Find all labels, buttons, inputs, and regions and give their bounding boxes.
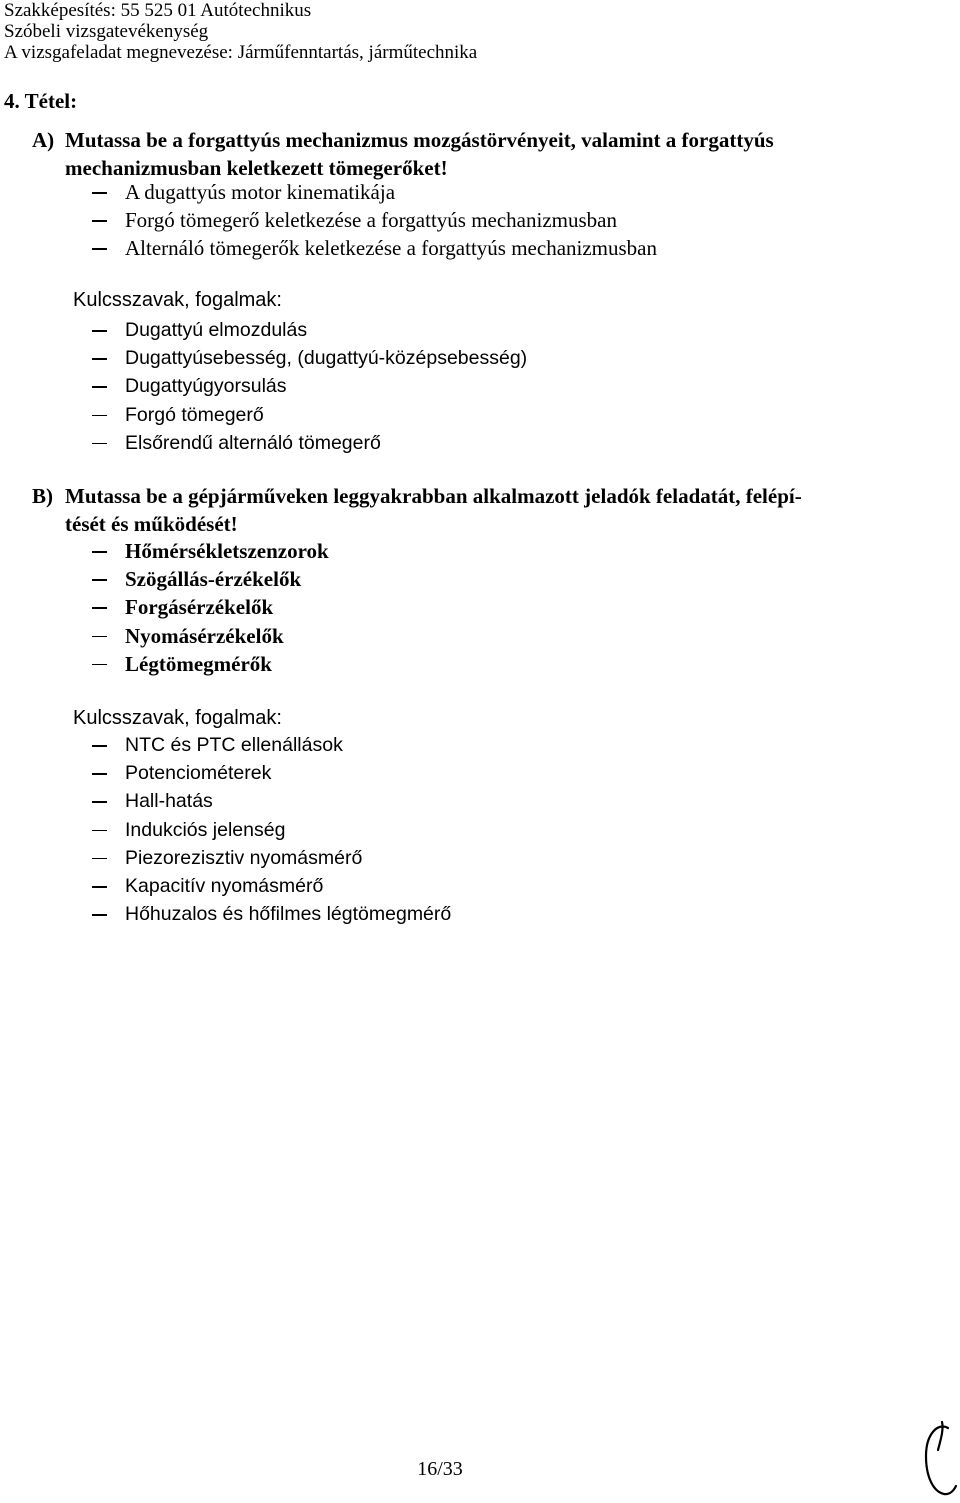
dash-bullet xyxy=(92,443,107,445)
dash-bullet xyxy=(92,330,107,332)
dash-bullet xyxy=(92,579,107,581)
handwritten-signature xyxy=(918,1420,960,1502)
list-item: Piezorezisztiv nyomásmérő xyxy=(92,844,451,872)
item-title: 4. Tétel: xyxy=(4,89,78,113)
dash-bullet xyxy=(92,858,107,860)
section-b-text-line1: Mutassa be a gépjárműveken leggyakrabban alkalmazott jeladók feladatát, felépí- xyxy=(65,484,802,508)
dash-bullet xyxy=(92,636,107,638)
dash-bullet xyxy=(92,745,107,747)
list-item: Forgásérzékelők xyxy=(92,593,329,621)
dash-bullet xyxy=(92,220,107,222)
list-item: Potenciométerek xyxy=(92,759,451,787)
dash-bullet xyxy=(92,773,107,775)
list-item: Indukciós jelenség xyxy=(92,816,451,844)
section-a-text-line2: mechanizmusban keletkezett tömegerőket! xyxy=(65,156,448,180)
section-b-text-line2: tését és működését! xyxy=(65,512,238,536)
section-a-keywords xyxy=(92,316,527,457)
list-item: Forgó tömegerő keletkezése a forgattyús mechanizmusban xyxy=(92,206,657,234)
list-item: Forgó tömegerő xyxy=(92,401,527,429)
list-item: NTC és PTC ellenállások xyxy=(92,731,451,759)
list-item: Kapacitív nyomásmérő xyxy=(92,872,451,900)
dash-bullet xyxy=(92,386,107,388)
document-header xyxy=(4,0,477,63)
dash-bullet xyxy=(92,830,107,832)
section-a-label: A) xyxy=(32,128,55,152)
section-b-topics xyxy=(92,537,329,678)
header-qualification: Szakképesítés: 55 525 01 Autótechnikus xyxy=(4,0,312,21)
list-item: Hőhuzalos és hőfilmes légtömegmérő xyxy=(92,900,451,928)
dash-bullet xyxy=(92,914,107,916)
section-a-question xyxy=(32,126,880,182)
dash-bullet xyxy=(92,551,107,553)
dash-bullet xyxy=(92,248,107,250)
header-task-name: A vizsgafeladat megnevezése: Járműfenntartás, járműtechnika xyxy=(4,42,478,63)
section-b-keywords-label: Kulcsszavak, fogalmak: xyxy=(73,707,282,729)
list-item: Légtömegmérők xyxy=(92,650,329,678)
section-a-topics xyxy=(92,178,657,263)
dash-bullet xyxy=(92,607,107,609)
list-item: Nyomásérzékelők xyxy=(92,622,329,650)
list-item: Hőmérsékletszenzorok xyxy=(92,537,329,565)
section-a-text-line1: Mutassa be a forgattyús mechanizmus mozgástörvényeit, valamint a forgattyús xyxy=(65,128,774,152)
dash-bullet xyxy=(92,358,107,360)
section-b-label: B) xyxy=(32,484,53,508)
dash-bullet xyxy=(92,886,107,888)
dash-bullet xyxy=(92,415,107,417)
section-a-keywords-label: Kulcsszavak, fogalmak: xyxy=(73,289,282,311)
dash-bullet xyxy=(92,664,107,666)
list-item: Alternáló tömegerők keletkezése a forgattyús mechanizmusban xyxy=(92,234,657,262)
section-b-keywords xyxy=(92,731,451,928)
list-item: Hall-hatás xyxy=(92,787,451,815)
list-item: Dugattyú elmozdulás xyxy=(92,316,527,344)
list-item: Dugattyúgyorsulás xyxy=(92,372,527,400)
list-item: Dugattyúsebesség, (dugattyú-középsebesség) xyxy=(92,344,527,372)
list-item: Elsőrendű alternáló tömegerő xyxy=(92,429,527,457)
section-b-question xyxy=(32,482,880,538)
list-item: A dugattyús motor kinematikája xyxy=(92,178,657,206)
page-number: 16/33 xyxy=(417,1458,463,1480)
dash-bullet xyxy=(92,801,107,803)
header-exam-activity: Szóbeli vizsgatevékenység xyxy=(4,21,209,42)
dash-bullet xyxy=(92,192,107,194)
list-item: Szögállás-érzékelők xyxy=(92,565,329,593)
